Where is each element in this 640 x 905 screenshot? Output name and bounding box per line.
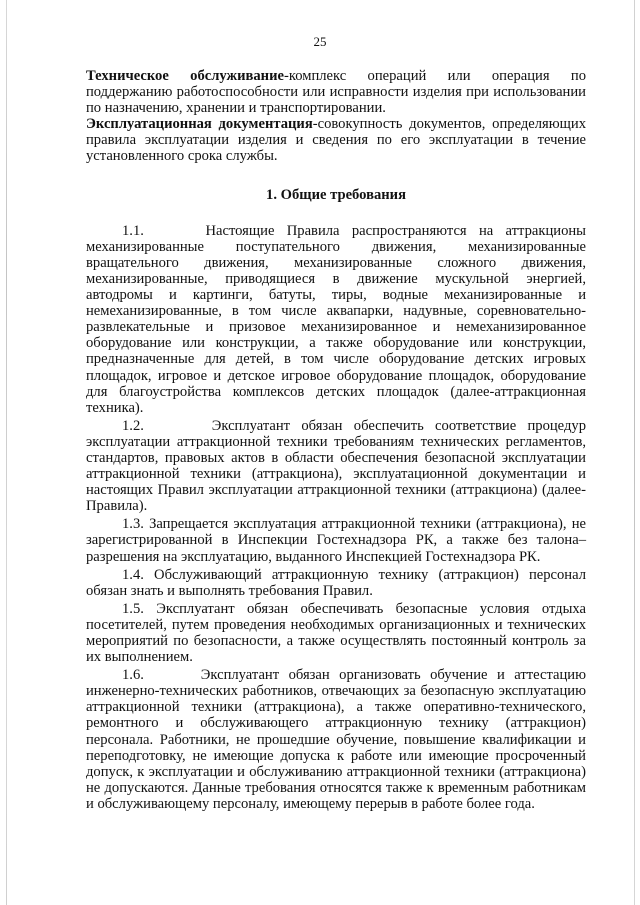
paragraph-1-6 — [86, 667, 586, 812]
scan-edge-left — [6, 0, 7, 905]
paragraph-text: Запрещается эксплуатация аттракционной техники (аттракциона), не зарегистрированной в Инспекции Гостехнадзора РК, а также без талона–разрешения на эксплуатацию, выданного Инспекцией Гостехнадзора РК. — [86, 516, 586, 565]
paragraph-number: 1.1. — [122, 222, 144, 239]
definition-text: -совокупность документов, определяющих правила эксплуатации изделия и сведения по его эксплуатации в течение установленного срока службы. — [86, 116, 587, 165]
paragraph-1-1 — [86, 223, 586, 416]
paragraph-text: Эксплуатант обязан обеспечивать безопасные условия отдыха посетителей, путем проведения необходимых организационных и технических мероприятий по безопасности, а также осуществлять постоянный контроль за их выполнением. — [86, 600, 586, 666]
paragraph-text: Эксплуатант обязан организовать обучение и аттестацию инженерно-технических работников, отвечающих за безопасную эксплуатацию аттракционной техники (аттракциона), а также оперативно-технического, ремонтного и обслуживающего аттракционную технику (аттракцион) персонала. Работники, не прошедшие обучение, повышение квалификации и переподготовку, не имеющие допуска к работе или имеющие просроченный допуск, к эксплуатации и обслуживанию аттракционной техники (аттракциона) не допускаются. Данные требования относятся также к временным работникам и обслуживающему персоналу, имеющему перерыв в работе более года. — [86, 667, 587, 812]
definition-maintenance — [86, 68, 586, 116]
scan-edge-right — [634, 0, 635, 905]
paragraph-1-4 — [86, 567, 586, 599]
definition-operational-documentation — [86, 116, 586, 164]
definition-text: -комплекс операций или операция по поддержанию работоспособности или исправности изделия при использовании по назначению, хранении и транспортировании. — [86, 68, 586, 117]
paragraph-number: 1.3. — [122, 516, 144, 533]
paragraph-number: 1.6. — [122, 667, 144, 684]
paragraph-text: Эксплуатант обязан обеспечить соответствие процедур эксплуатации аттракционной техники требованиям технических регламентов, стандартов, правовых актов в области обеспечения безопасной эксплуатации аттракционной техники (аттракциона), эксплуатационной документации и настоящих Правил эксплуатации аттракционной техники (аттракциона) (далее-Правила). — [86, 417, 586, 515]
paragraph-number: 1.5. — [122, 600, 144, 617]
document-body — [86, 68, 586, 812]
paragraph-1-5 — [86, 601, 586, 665]
paragraph-number: 1.4. — [122, 566, 144, 583]
paragraph-number: 1.2. — [122, 417, 144, 434]
paragraph-text: Обслуживающий аттракционную технику (аттракцион) персонал обязан знать и выполнять требования Правил. — [86, 566, 587, 599]
page-number: 25 — [313, 34, 327, 49]
paragraph-1-3 — [86, 516, 586, 564]
paragraph-1-2 — [86, 418, 586, 515]
definition-term: Эксплуатационная документация — [86, 116, 313, 133]
definition-term: Техническое обслуживание — [86, 68, 284, 84]
section-title: 1. Общие требования — [266, 186, 406, 203]
paragraph-text: Настоящие Правила распространяются на аттракционы механизированные поступательного движения, механизированные вращательного движения, механизированные сложного движения, механизированные, приводящиеся в движение мускульной энергией, автодромы и картинги, батуты, тиры, водные механизированные и немеханизированные, в том числе аквапарки, надувные, соревновательно-развлекательные и призовое механизированное и немеханизированное оборудование или конструкции, а также оборудование или конструкции, предназначенные для детей, в том числе оборудование детских игровых площадок, игровое и детское игровое оборудование площадок, оборудование для благоустройства комплексов детских площадок (далее-аттракционная техника). — [86, 222, 586, 416]
